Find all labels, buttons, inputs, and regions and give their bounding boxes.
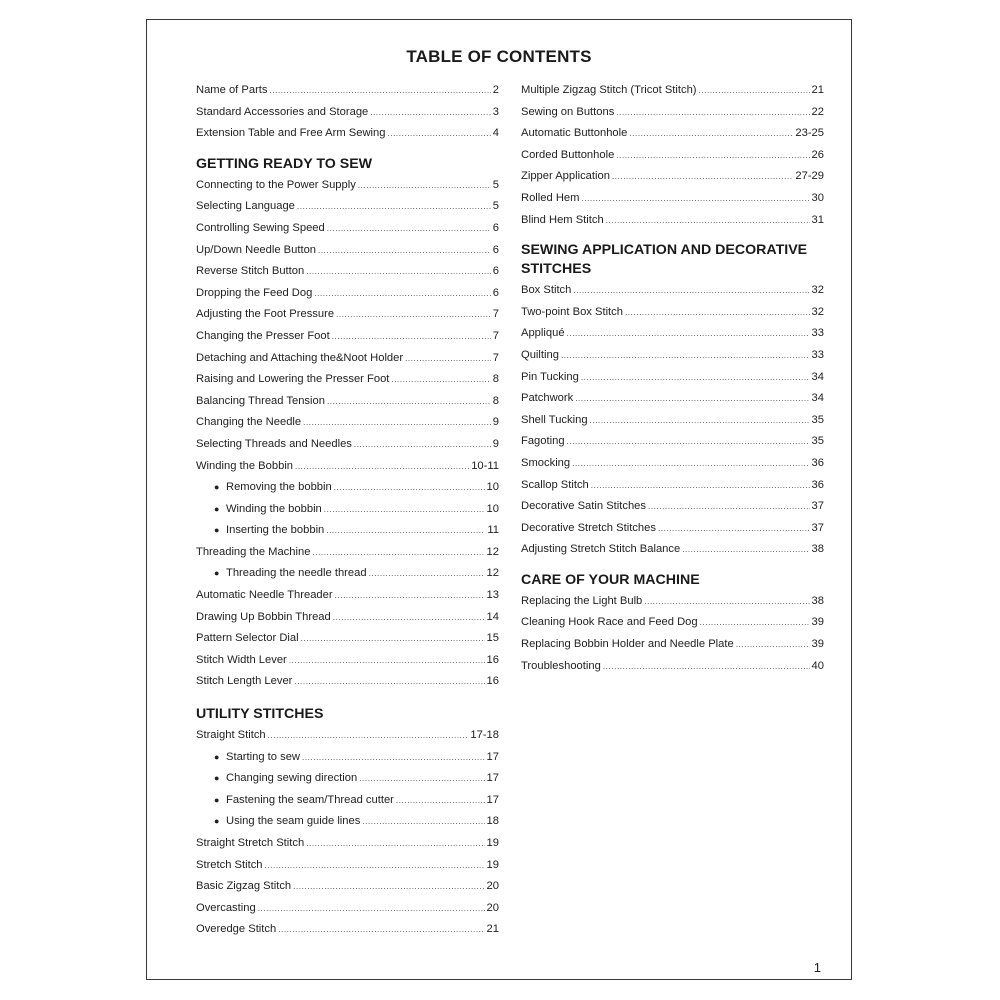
dot-leader xyxy=(561,345,810,367)
toc-entry-label: Box Stitch xyxy=(521,284,572,297)
toc-right-column xyxy=(521,80,824,677)
toc-entry-page: 37 xyxy=(811,521,824,534)
toc-entry[interactable] xyxy=(521,280,824,302)
toc-entry-label: Stitch Length Lever xyxy=(196,675,293,688)
toc-entry-page: 11 xyxy=(487,524,499,537)
toc-entry[interactable] xyxy=(196,175,499,197)
toc-entry-label: Pin Tucking xyxy=(521,370,579,383)
dot-leader xyxy=(736,634,810,656)
dot-leader xyxy=(591,475,810,497)
toc-entry-label: Two-point Box Stitch xyxy=(521,305,623,318)
dot-leader xyxy=(314,283,490,305)
toc-entry-label: Troubleshooting xyxy=(521,659,601,672)
toc-entry[interactable] xyxy=(521,518,824,540)
dot-leader xyxy=(301,628,485,650)
toc-entry-label: Connecting to the Power Supply xyxy=(196,178,356,191)
toc-entry-label: Up/Down Needle Button xyxy=(196,243,317,256)
dot-leader xyxy=(268,725,469,747)
toc-entry-page: 4 xyxy=(492,127,499,140)
toc-entry-page: 19 xyxy=(486,837,499,849)
toc-entry-label: Decorative Satin Stitches xyxy=(521,500,646,513)
toc-entry[interactable] xyxy=(521,302,824,324)
toc-entry[interactable] xyxy=(196,391,499,413)
dot-leader xyxy=(354,434,491,456)
dot-leader xyxy=(387,123,490,145)
toc-entry-label: Replacing Bobbin Holder and Needle Plate xyxy=(521,638,734,651)
toc-entry[interactable] xyxy=(196,499,499,521)
toc-entry-label: Fagoting xyxy=(521,435,565,448)
toc-entry-label: Adjusting Stretch Stitch Balance xyxy=(521,543,681,556)
dot-leader xyxy=(616,102,809,124)
toc-entry-page: 18 xyxy=(486,815,499,828)
toc-entry-page: 13 xyxy=(486,589,499,602)
toc-entry-label: Raising and Lowering the Presser Foot xyxy=(196,373,390,386)
toc-entry-page: 36 xyxy=(811,478,824,491)
toc-entry-label: Extension Table and Free Arm Sewing xyxy=(196,127,386,140)
toc-entry-page: 5 xyxy=(492,200,499,213)
dot-leader xyxy=(306,833,484,855)
toc-entry-page: 10 xyxy=(486,502,499,515)
toc-entry[interactable] xyxy=(196,585,499,607)
toc-entry[interactable] xyxy=(196,725,499,747)
section-heading-getting-ready: GETTING READY TO SEW xyxy=(196,155,373,172)
toc-entry[interactable] xyxy=(196,326,499,348)
toc-decorative-group xyxy=(521,280,824,561)
toc-entry[interactable] xyxy=(196,434,499,456)
dot-leader xyxy=(312,542,484,564)
toc-entry-page: 16 xyxy=(486,653,499,666)
toc-entry-page: 32 xyxy=(811,305,824,318)
toc-entry[interactable] xyxy=(521,345,824,367)
toc-entry-page: 32 xyxy=(811,284,824,297)
toc-entry[interactable] xyxy=(196,456,499,478)
toc-entry-page: 17-18 xyxy=(470,729,499,742)
dot-leader xyxy=(682,539,809,561)
dot-leader xyxy=(573,280,809,302)
toc-entry[interactable] xyxy=(196,855,499,877)
toc-entry[interactable] xyxy=(196,123,499,145)
toc-entry-page: 3 xyxy=(492,105,499,118)
toc-entry-label: Zipper Application xyxy=(521,170,610,183)
toc-entry-page: 34 xyxy=(811,370,824,383)
toc-entry[interactable] xyxy=(196,628,499,650)
toc-entry-page: 7 xyxy=(492,308,499,321)
toc-entry[interactable] xyxy=(196,607,499,629)
bullet-icon: ● xyxy=(214,751,220,762)
toc-entry-label: Smocking xyxy=(521,456,571,469)
toc-entry[interactable] xyxy=(196,304,499,326)
toc-getting-ready-group xyxy=(196,175,499,693)
toc-entry-label: Decorative Stretch Stitches xyxy=(521,521,656,534)
toc-entry-page: 38 xyxy=(811,543,824,556)
bullet-icon: ● xyxy=(214,568,220,579)
toc-entry-label: Patchwork xyxy=(521,392,574,405)
toc-entry-page: 17 xyxy=(486,772,499,785)
toc-entry[interactable] xyxy=(196,412,499,434)
toc-entry-label: Cleaning Hook Race and Feed Dog xyxy=(521,616,698,629)
dot-leader xyxy=(336,304,491,326)
toc-entry[interactable] xyxy=(521,388,824,410)
toc-entry-page: 8 xyxy=(492,394,499,407)
toc-entry[interactable] xyxy=(196,261,499,283)
bullet-icon: ● xyxy=(214,525,220,536)
toc-entry[interactable] xyxy=(196,919,499,941)
toc-entry-label: Stitch Width Lever xyxy=(196,653,287,666)
toc-entry-label: Selecting Language xyxy=(196,200,295,213)
toc-entry-page: 21 xyxy=(486,923,499,936)
toc-entry-page: 26 xyxy=(811,148,824,161)
toc-entry-label: Automatic Needle Threader xyxy=(196,589,333,602)
toc-utility-cont-group xyxy=(521,80,824,231)
toc-entry-label: Threading the needle thread xyxy=(226,567,367,580)
bullet-icon: ● xyxy=(214,503,220,514)
dot-leader xyxy=(612,166,793,188)
toc-entry-page: 2 xyxy=(492,84,499,96)
toc-entry[interactable] xyxy=(196,671,499,693)
dot-leader xyxy=(334,477,485,499)
dot-leader xyxy=(294,671,484,693)
toc-entry[interactable] xyxy=(196,80,499,102)
toc-entry-page: 37 xyxy=(811,500,824,513)
toc-entry-page: 10-11 xyxy=(471,459,499,472)
toc-entry[interactable] xyxy=(196,240,499,262)
toc-entry[interactable] xyxy=(196,747,499,769)
dot-leader xyxy=(297,196,491,218)
toc-entry-label: Removing the bobbin xyxy=(226,481,332,494)
dot-leader xyxy=(405,348,491,370)
toc-entry[interactable] xyxy=(196,218,499,240)
toc-entry-label: Appliqué xyxy=(521,327,565,340)
toc-entry[interactable] xyxy=(196,477,499,499)
toc-entry-label: Overcasting xyxy=(196,901,256,914)
toc-entry[interactable] xyxy=(521,612,824,634)
dot-leader xyxy=(606,210,810,232)
toc-entry-page: 34 xyxy=(811,392,824,405)
toc-utility-group xyxy=(196,725,499,941)
toc-entry-page: 39 xyxy=(811,638,824,651)
toc-entry-label: Inserting the bobbin xyxy=(226,524,325,537)
dot-leader xyxy=(590,410,810,432)
toc-entry-label: Automatic Buttonhole xyxy=(521,127,628,140)
dot-leader xyxy=(391,369,490,391)
toc-entry[interactable] xyxy=(521,323,824,345)
toc-entry-page: 12 xyxy=(486,545,499,558)
dot-leader xyxy=(644,591,809,613)
toc-entry-label: Reverse Stitch Button xyxy=(196,265,305,278)
dot-leader xyxy=(302,747,485,769)
toc-entry[interactable] xyxy=(196,790,499,812)
dot-leader xyxy=(289,650,485,672)
toc-entry-label: Threading the Machine xyxy=(196,545,311,558)
toc-entry-label: Straight Stitch xyxy=(196,729,266,742)
toc-entry-label: Shell Tucking xyxy=(521,413,588,426)
toc-entry-label: Name of Parts xyxy=(196,84,268,96)
toc-entry-page: 5 xyxy=(492,178,499,191)
dot-leader xyxy=(318,240,491,262)
dot-leader xyxy=(603,656,810,678)
toc-entry-label: Dropping the Feed Dog xyxy=(196,286,313,299)
toc-entry-label: Winding the Bobbin xyxy=(196,459,294,472)
toc-entry-page: 33 xyxy=(811,348,824,361)
toc-entry[interactable] xyxy=(521,166,824,188)
dot-leader xyxy=(303,412,491,434)
dot-leader xyxy=(699,80,810,102)
toc-entry[interactable] xyxy=(196,369,499,391)
toc-entry-label: Replacing the Light Bulb xyxy=(521,594,643,607)
dot-leader xyxy=(581,367,810,389)
toc-entry-label: Controlling Sewing Speed xyxy=(196,221,325,234)
dot-leader xyxy=(581,188,809,210)
toc-entry-label: Multiple Zigzag Stitch (Tricot Stitch) xyxy=(521,84,697,96)
toc-left-column xyxy=(196,80,499,941)
dot-leader xyxy=(629,123,793,145)
toc-entry-page: 6 xyxy=(492,265,499,278)
bullet-icon: ● xyxy=(214,482,220,493)
dot-leader xyxy=(700,612,810,634)
toc-entry[interactable] xyxy=(196,876,499,898)
dot-leader xyxy=(572,453,809,475)
dot-leader xyxy=(295,456,469,478)
toc-entry-label: Basic Zigzag Stitch xyxy=(196,880,292,893)
dot-leader xyxy=(616,145,809,167)
toc-entry[interactable] xyxy=(196,102,499,124)
toc-entry[interactable] xyxy=(521,431,824,453)
dot-leader xyxy=(293,876,484,898)
toc-entry-page: 15 xyxy=(486,632,499,645)
toc-entry-label: Scallop Stitch xyxy=(521,478,589,491)
page-title: TABLE OF CONTENTS xyxy=(406,47,592,66)
dot-leader xyxy=(396,790,485,812)
dot-leader xyxy=(370,102,490,124)
dot-leader xyxy=(369,563,485,585)
toc-entry-label: Rolled Hem xyxy=(521,191,580,204)
toc-entry[interactable] xyxy=(521,123,824,145)
toc-entry-page: 14 xyxy=(486,610,499,623)
toc-entry[interactable] xyxy=(196,542,499,564)
toc-entry[interactable] xyxy=(521,634,824,656)
dot-leader xyxy=(270,80,491,102)
toc-entry-page: 35 xyxy=(811,435,824,448)
dot-leader xyxy=(332,326,491,348)
toc-entry-page: 6 xyxy=(492,286,499,299)
toc-entry-label: Overedge Stitch xyxy=(196,923,277,936)
toc-entry[interactable] xyxy=(196,898,499,920)
toc-entry[interactable] xyxy=(521,475,824,497)
toc-entry-page: 12 xyxy=(486,567,499,580)
toc-entry[interactable] xyxy=(521,80,824,102)
toc-entry-label: Standard Accessories and Storage xyxy=(196,105,369,118)
dot-leader xyxy=(327,391,491,413)
toc-entry-page: 33 xyxy=(811,327,824,340)
toc-entry[interactable] xyxy=(521,410,824,432)
toc-entry[interactable] xyxy=(196,348,499,370)
dot-leader xyxy=(306,261,491,283)
toc-entry-label: Stretch Stitch xyxy=(196,858,263,871)
toc-entry[interactable] xyxy=(196,283,499,305)
toc-entry-page: 27-29 xyxy=(795,170,824,183)
dot-leader xyxy=(326,520,485,542)
toc-entry-label: Selecting Threads and Needles xyxy=(196,437,352,450)
toc-entry[interactable] xyxy=(521,210,824,232)
section-heading-care: CARE OF YOUR MACHINE xyxy=(521,571,700,588)
toc-entry[interactable] xyxy=(196,811,499,833)
toc-entry-page: 39 xyxy=(811,616,824,629)
dot-leader xyxy=(575,388,809,410)
toc-entry[interactable] xyxy=(196,833,499,855)
toc-entry[interactable] xyxy=(196,768,499,790)
toc-entry-label: Blind Hem Stitch xyxy=(521,213,604,226)
toc-entry-label: Changing the Presser Foot xyxy=(196,329,330,342)
document-page xyxy=(146,19,852,980)
dot-leader xyxy=(567,323,810,345)
bullet-icon: ● xyxy=(214,773,220,784)
dot-leader xyxy=(362,811,484,833)
toc-entry-label: Winding the bobbin xyxy=(226,502,322,515)
toc-entry-label: Changing sewing direction xyxy=(226,772,358,785)
toc-entry-page: 23-25 xyxy=(795,127,824,140)
toc-entry[interactable] xyxy=(521,188,824,210)
toc-intro-group xyxy=(196,80,499,145)
bullet-icon: ● xyxy=(214,816,220,827)
toc-entry-page: 21 xyxy=(811,84,824,96)
toc-entry-page: 8 xyxy=(492,373,499,386)
dot-leader xyxy=(567,431,810,453)
toc-entry-page: 17 xyxy=(486,793,499,806)
toc-entry-page: 40 xyxy=(811,659,824,672)
dot-leader xyxy=(358,175,491,197)
toc-entry-page: 7 xyxy=(492,351,499,364)
toc-entry-label: Sewing on Buttons xyxy=(521,105,615,118)
toc-entry-page: 19 xyxy=(486,858,499,871)
toc-entry-page: 10 xyxy=(486,481,499,494)
toc-entry-label: Balancing Thread Tension xyxy=(196,394,325,407)
dot-leader xyxy=(327,218,491,240)
toc-entry[interactable] xyxy=(521,496,824,518)
toc-entry[interactable] xyxy=(521,367,824,389)
toc-entry-page: 7 xyxy=(492,329,499,342)
dot-leader xyxy=(658,518,810,540)
dot-leader xyxy=(625,302,810,324)
toc-entry-label: Changing the Needle xyxy=(196,416,302,429)
toc-entry-page: 6 xyxy=(492,243,499,256)
toc-entry[interactable] xyxy=(196,520,499,542)
toc-entry[interactable] xyxy=(196,650,499,672)
dot-leader xyxy=(335,585,485,607)
dot-leader xyxy=(648,496,810,518)
toc-entry-label: Adjusting the Foot Pressure xyxy=(196,308,335,321)
toc-entry[interactable] xyxy=(521,102,824,124)
toc-entry-label: Drawing Up Bobbin Thread xyxy=(196,610,331,623)
dot-leader xyxy=(324,499,485,521)
toc-entry-label: Corded Buttonhole xyxy=(521,148,615,161)
dot-leader xyxy=(258,898,485,920)
dot-leader xyxy=(333,607,485,629)
toc-entry-label: Using the seam guide lines xyxy=(226,815,361,828)
toc-entry-label: Fastening the seam/Thread cutter xyxy=(226,793,394,806)
toc-entry-page: 20 xyxy=(486,901,499,914)
toc-entry-label: Straight Stretch Stitch xyxy=(196,837,305,849)
toc-entry[interactable] xyxy=(196,196,499,218)
dot-leader xyxy=(278,919,484,941)
toc-entry-page: 35 xyxy=(811,413,824,426)
toc-entry-page: 22 xyxy=(811,105,824,118)
toc-entry[interactable] xyxy=(521,539,824,561)
toc-entry[interactable] xyxy=(521,453,824,475)
toc-entry-page: 31 xyxy=(811,213,824,226)
toc-entry-label: Detaching and Attaching the&Noot Holder xyxy=(196,351,404,364)
toc-entry[interactable] xyxy=(196,563,499,585)
section-heading-decorative: SEWING APPLICATION AND DECORATIVE STITCHES xyxy=(521,242,808,278)
toc-entry-page: 30 xyxy=(811,191,824,204)
dot-leader xyxy=(265,855,485,877)
toc-entry-page: 38 xyxy=(811,594,824,607)
toc-entry-page: 6 xyxy=(492,221,499,234)
toc-entry-page: 16 xyxy=(486,675,499,688)
toc-care-group xyxy=(521,591,824,677)
toc-entry[interactable] xyxy=(521,656,824,678)
toc-entry-page: 17 xyxy=(486,750,499,763)
section-heading-utility: UTILITY STITCHES xyxy=(196,706,324,723)
toc-entry[interactable] xyxy=(521,145,824,167)
toc-entry-label: Quilting xyxy=(521,348,559,361)
toc-entry-page: 9 xyxy=(492,437,499,450)
bullet-icon: ● xyxy=(214,794,220,805)
dot-leader xyxy=(359,768,484,790)
toc-entry-page: 20 xyxy=(486,880,499,893)
toc-entry-label: Starting to sew xyxy=(226,750,300,763)
toc-entry[interactable] xyxy=(521,591,824,613)
page-number: 1 xyxy=(813,960,821,975)
toc-entry-page: 9 xyxy=(492,416,499,429)
toc-entry-page: 36 xyxy=(811,456,824,469)
toc-entry-label: Pattern Selector Dial xyxy=(196,632,299,645)
